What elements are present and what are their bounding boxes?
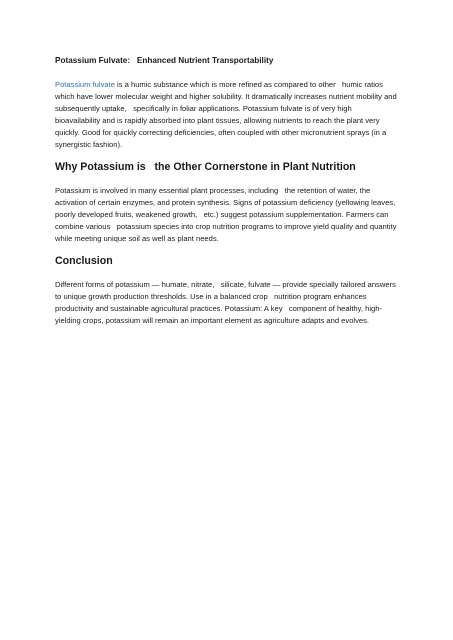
section-heading-conclusion: Conclusion bbox=[55, 255, 113, 267]
paragraph-conclusion: Different forms of potassium — humate, nitrate, silicate, fulvate — provide specially tailored answers to unique growth production thresholds. Use in a balanced crop nutrition program enhances productivity and sustainable agricultural practices. Potassium: A key component of healthy, high-yielding crops, potassium will remain an important element as agriculture adapts and evolves. bbox=[55, 280, 399, 325]
paragraph-text: is a humic substance which is more refined as compared to other humic ratios which have lower molecular weight and higher solubility. It dramatically increases nutrient mobility and subsequently uptake, specifically in foliar applications. Potassium fulvate is of very high bioavailability and is rapidly absorbed into plant tissues, allowing nutrients to reach the plant very quickly. Good for quickly correcting deficiencies, often coupled with other micronutrient sprays (in a synergistic fashion). bbox=[55, 80, 399, 149]
section-heading-potassium-fulvate: Potassium Fulvate: Enhanced Nutrient Transportability bbox=[55, 56, 274, 65]
potassium-fulvate-link[interactable]: Potassium fulvate bbox=[55, 80, 115, 89]
paragraph-why-potassium: Potassium is involved in many essential plant processes, including the retention of water, the activation of certain enzymes, and protein synthesis. Signs of potassium deficiency (yellowing leaves, poorly developed fruits, weakened growth, etc.) suggest potassium supplementation. Farmers can combine various potassium species into crop nutrition programs to improve yield quality and quantity while meeting unique soil as well as plant needs. bbox=[55, 186, 399, 243]
section-heading-why-potassium: Why Potassium is the Other Cornerstone in Plant Nutrition bbox=[55, 161, 356, 173]
paragraph-potassium-fulvate bbox=[55, 79, 401, 151]
